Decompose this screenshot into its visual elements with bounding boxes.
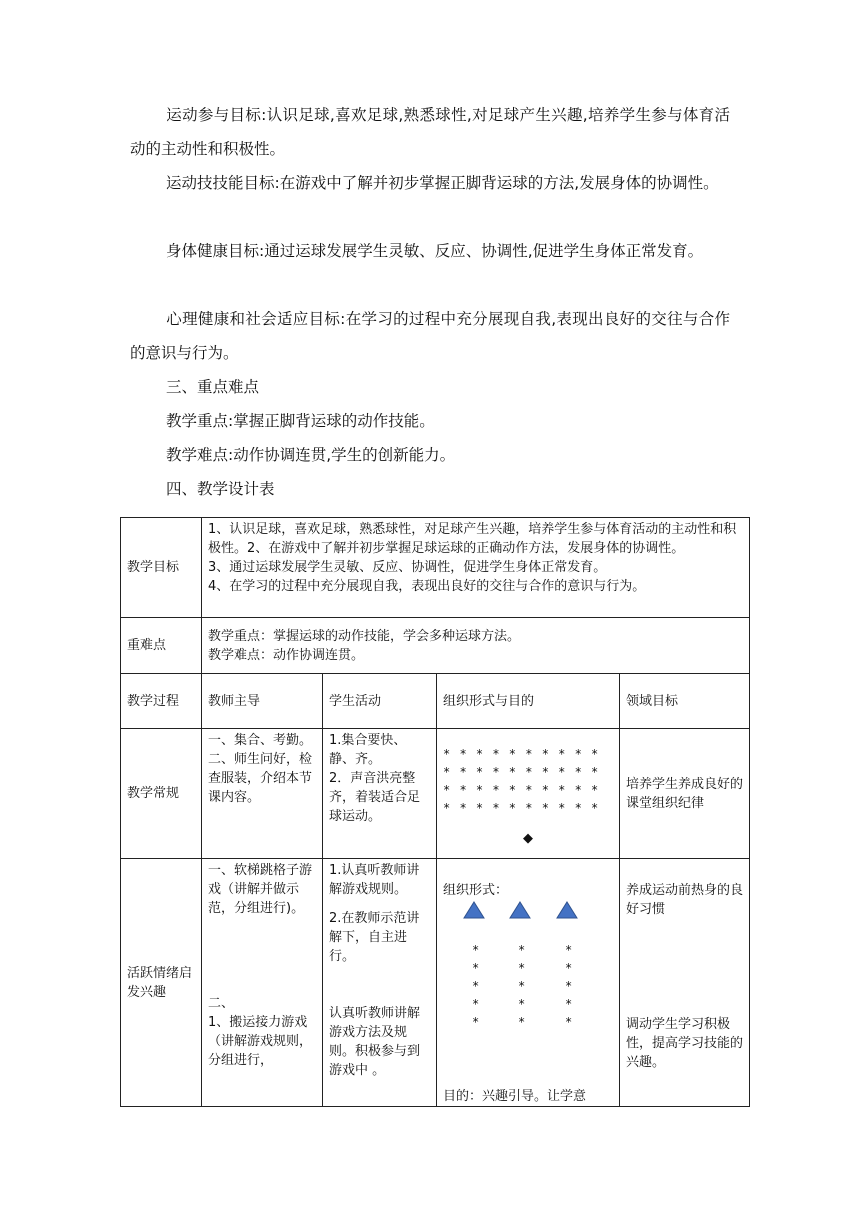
key-label: 重难点 bbox=[121, 618, 202, 674]
student-star: * bbox=[472, 943, 480, 957]
row2-teacher: 一、软梯跳格子游戏（讲解并做示范，分组进行)。 二、 1、搬运接力游戏（讲解游戏规则，分组进行， bbox=[202, 859, 323, 1107]
paragraph-skill: 运动技技能目标:在游戏中了解并初步掌握正脚背运球的方法,发展身体的协调性。 bbox=[166, 174, 719, 192]
triangle-icon bbox=[557, 902, 577, 918]
student-star: * bbox=[518, 943, 526, 957]
header-teacher: 教师主导 bbox=[202, 674, 323, 729]
student-star: * bbox=[472, 1015, 480, 1029]
student-star: * bbox=[565, 943, 573, 957]
section-3-heading: 三、重点难点 bbox=[166, 378, 260, 396]
header-student: 学生活动 bbox=[323, 674, 437, 729]
student-star: * bbox=[518, 961, 526, 975]
paragraph-social: 心理健康和社会适应目标:在学习的过程中充分展现自我,表现出良好的交往与合作的意识与行为。 bbox=[130, 310, 730, 362]
student-star: * bbox=[565, 961, 573, 975]
student-star: * bbox=[565, 997, 573, 1011]
student-star: * bbox=[472, 979, 480, 993]
student-star: * bbox=[565, 1015, 573, 1029]
row2-student: 1.认真听教师讲解游戏规则。 2.在教师示范讲解下，自主进行。 认真听教师讲解游戏方法及规则。积极参与到游戏中 。 bbox=[323, 859, 437, 1107]
row1-teacher: 一、集合、考勤。二、师生问好，检查服装，介绍本节课内容。 bbox=[202, 729, 323, 859]
paragraph-health: 身体健康目标:通过运球发展学生灵敏、反应、协调性,促进学生身体正常发育。 bbox=[166, 242, 704, 260]
row2-goal: 养成运动前热身的良好习惯 调动学生学习积极性，提高学习技能的兴趣。 bbox=[620, 859, 750, 1107]
paragraph-participation: 运动参与目标:认识足球,喜欢足球,熟悉球性,对足球产生兴趣,培养学生参与体育活动的主动性和积极性。 bbox=[130, 106, 730, 158]
key-point-text: 教学重点:掌握正脚背运球的动作技能。 bbox=[166, 412, 435, 430]
student-star: * bbox=[472, 997, 480, 1011]
organization-label: 组织形式： bbox=[443, 883, 509, 898]
purpose-text: 目的：兴趣引导。让学意 bbox=[443, 1089, 587, 1104]
student-star: * bbox=[518, 1015, 526, 1029]
formation-stars: * * * * * * * * * * * * * * * * * * * * * * * * * * * * * * * * * * * * * * * * bbox=[443, 747, 600, 815]
triangle-icon bbox=[510, 902, 530, 918]
header-goal: 领域目标 bbox=[620, 674, 750, 729]
key-text: 教学重点：掌握运球的动作技能，学会多种运球方法。 教学难点：动作协调连贯。 bbox=[202, 618, 750, 674]
student-star: * bbox=[565, 979, 573, 993]
header-stage: 教学过程 bbox=[121, 674, 202, 729]
teacher-diamond-icon: ◆ bbox=[523, 831, 533, 846]
student-star: * bbox=[472, 961, 480, 975]
goals-text: 1、认识足球，喜欢足球，熟悉球性，对足球产生兴趣，培养学生参与体育活动的主动性和积极性。2、在游戏中了解并初步掌握足球运球的正确动作方法，发展身体的协调性。 3、通过运球发展学生灵敏、反应、协调性，促进学生身体正常发育。 4、在学习的过程中充分展现自我，表现出良好的交往与合作的意识与行为。 bbox=[202, 518, 750, 618]
student-star: * bbox=[518, 979, 526, 993]
row2-stage: 活跃情绪启发兴趣 bbox=[121, 859, 202, 1107]
row1-organization bbox=[437, 729, 620, 859]
section-4-heading: 四、教学设计表 bbox=[166, 480, 275, 498]
row1-stage: 教学常规 bbox=[121, 729, 202, 859]
header-organization: 组织形式与目的 bbox=[437, 674, 620, 729]
row2-organization bbox=[437, 859, 620, 1107]
teaching-design-table bbox=[120, 517, 750, 1107]
goals-label: 教学目标 bbox=[121, 518, 202, 618]
difficulty-text: 教学难点:动作协调连贯,学生的创新能力。 bbox=[166, 446, 456, 464]
row1-goal: 培养学生养成良好的课堂组织纪律 bbox=[620, 729, 750, 859]
relay-formation-diagram bbox=[445, 900, 615, 1040]
student-star: * bbox=[518, 997, 526, 1011]
triangle-icon bbox=[464, 902, 484, 918]
row1-student: 1.集合要快、静、齐。 2．声音洪亮整齐，着装适合足球运动。 bbox=[323, 729, 437, 859]
